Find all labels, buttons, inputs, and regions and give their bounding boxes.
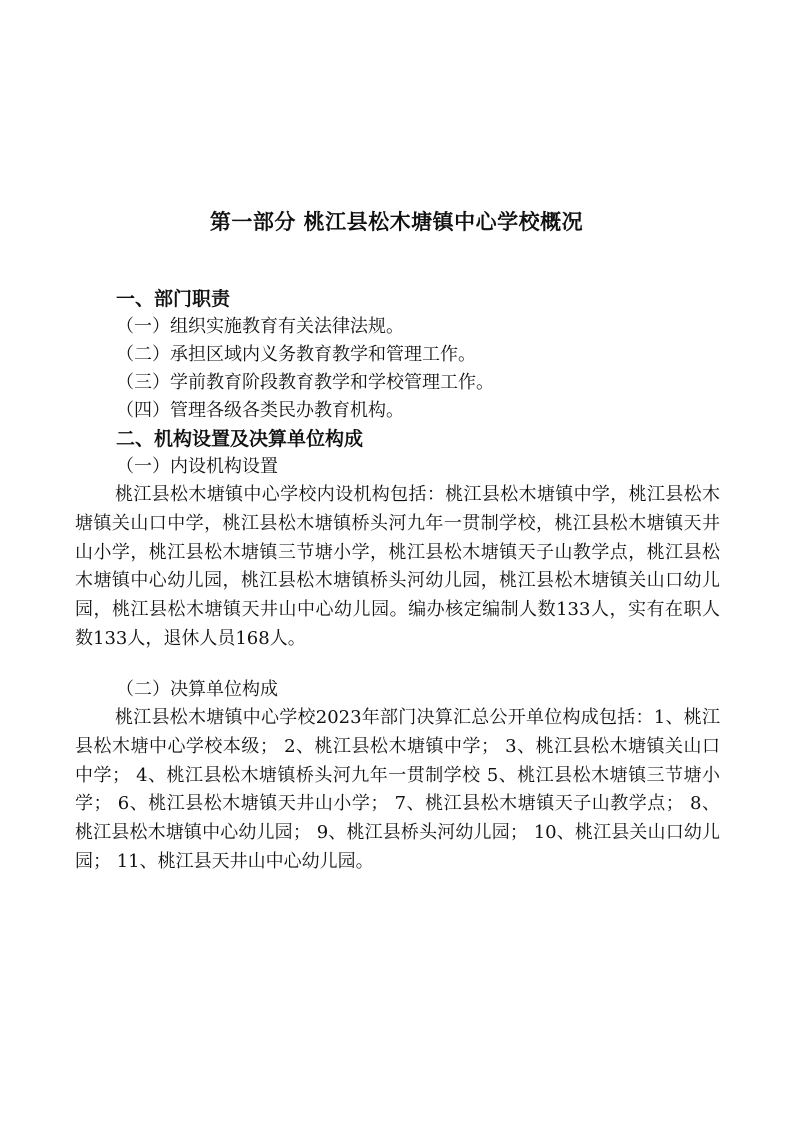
internal-structure-paragraph: 桃江县松木塘镇中心学校内设机构包括：桃江县松木塘镇中学，桃江县松木塘镇关山口中学，桃江县松木塘镇桥头河九年一贯制学校，桃江县松木塘镇天井山小学，桃江县松木塘镇三节塘小学，桃江县松木塘镇天子山教学点，桃江县松木塘镇中心幼儿园，桃江县松木塘镇桥头河幼儿园，桃江县松木塘镇关山口幼儿园，桃江县松木塘镇天井山中心幼儿园。编办核定编制人数133人，实有在职人数133人，退休人员168人。 [75,484,720,649]
section-heading-duties: 一、部门职责 [116,288,231,310]
subsection-heading-units: （二）决算单位构成 [116,679,278,700]
subsection-heading-internal: （一）内设机构设置 [116,456,278,477]
duty-item-2: （二）承担区域内义务教育教学和管理工作。 [116,344,476,365]
units-paragraph: 桃江县松木塘镇中心学校2023年部门决算汇总公开单位构成包括：1、桃江县松木塘中心学校本级； 2、桃江县松木塘镇中学； 3、桃江县松木塘镇关山口中学； 4、桃江县松木塘镇桥头河九年一贯制学校 5、桃江县松木塘镇三节塘小学； 6、桃江县松木塘镇天井山小学； 7、桃江县松木塘镇天子山教学点； 8、桃江县松木塘镇中心幼儿园； 9、桃江县桥头河幼儿园； 10、桃江县关山口幼儿园； 11、桃江县天井山中心幼儿园。 [75,707,720,872]
section-heading-structure: 二、机构设置及决算单位构成 [116,428,364,450]
page-title: 第一部分 桃江县松木塘镇中心学校概况 [209,209,584,234]
duty-item-1: （一）组织实施教育有关法律法规。 [116,316,404,337]
duty-item-4: （四）管理各级各类民办教育机构。 [116,400,404,421]
duty-item-3: （三）学前教育阶段教育教学和学校管理工作。 [116,372,494,393]
